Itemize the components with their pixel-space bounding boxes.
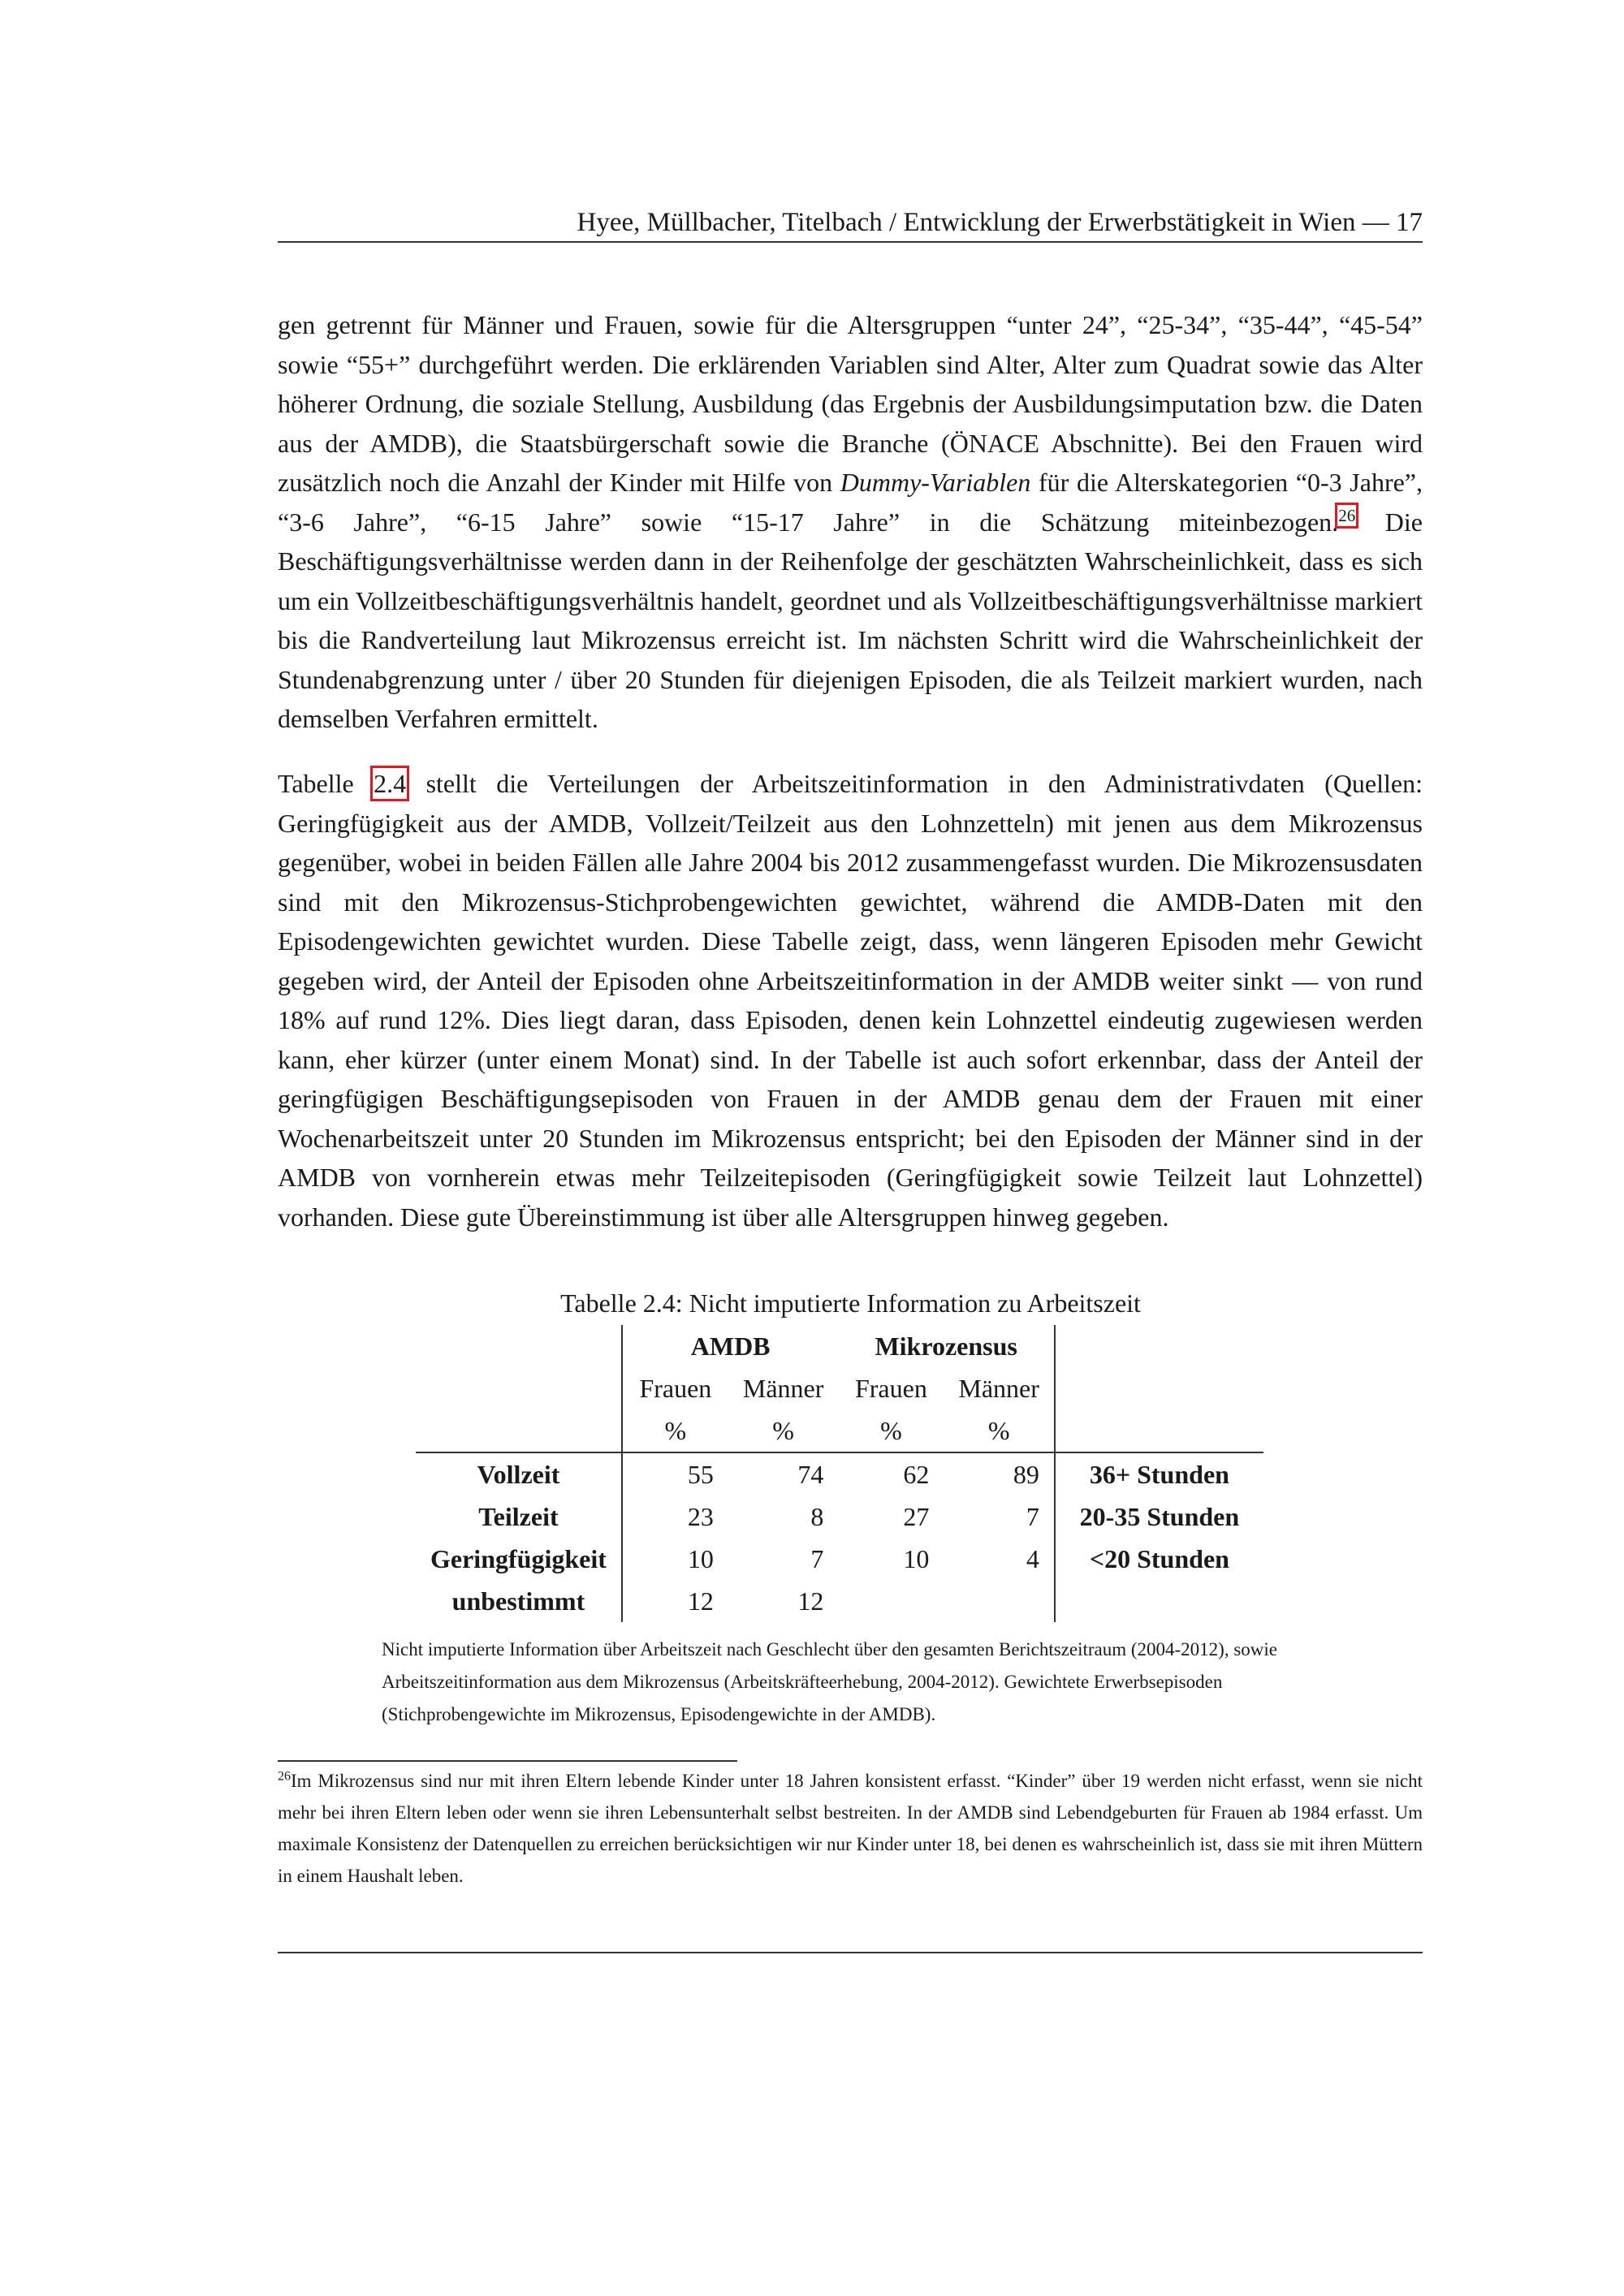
row-label: Geringfügigkeit — [416, 1538, 622, 1580]
table-note: Nicht imputierte Information über Arbeitszeit nach Geschlecht über den gesamten Berichtszeitraum (2004-2012), sowie Arbeitszeitinformation aus dem Mikrozensus (Arbeitskräfteerhebung, 2004-2012). Gewichtete Erwerbsepisoden (Stichprobengewichte im Mikrozensus, Episodengewichte in der AMDB). — [382, 1639, 1278, 1724]
table-group-header-row — [416, 1325, 1263, 1367]
table-ref-link[interactable]: 2.4 — [374, 769, 407, 798]
hours-label — [1055, 1580, 1263, 1622]
hours-label: 36+ Stunden — [1055, 1452, 1263, 1495]
value-cell: 7 — [810, 1543, 824, 1573]
row-label: unbestimmt — [416, 1580, 622, 1622]
hours-label: <20 Stunden — [1055, 1538, 1263, 1580]
group-header-mikrozensus: Mikrozensus — [875, 1331, 1017, 1361]
value-cell: 10 — [903, 1543, 930, 1573]
value-cell: 7 — [1026, 1501, 1039, 1531]
table-caption: Tabelle 2.4: Nicht imputierte Information zu Arbeitszeit — [560, 1288, 1141, 1318]
table-blank-cell — [416, 1409, 622, 1452]
value-cell: 55 — [622, 1452, 728, 1495]
header-rule — [278, 241, 1423, 243]
value-cell: 8 — [810, 1501, 824, 1531]
value-cell: 74 — [728, 1452, 839, 1495]
value-cell — [944, 1580, 1055, 1622]
arbeitszeit-table — [416, 1325, 1263, 1622]
paragraph-1-text-c: Die Beschäftigungsverhältnisse werden dann in der Reihenfolge der geschätzten Wahrscheinlichkeit, dass es sich um ein Vollzeitbeschäftigungsverhältnis handelt, geordnet und als Vollzeitbeschäftigungsverhältnisse markiert bis die Randverteilung laut Mikrozensus erreicht ist. Im nächsten Schritt wird die Wahrscheinlichkeit der Stundenabgrenzung unter / über 20 Stunden für diejenigen Episoden, die als Teilzeit markiert wurden, nach demselben Verfahren ermittelt. — [278, 507, 1423, 733]
unit-cell: % — [987, 1415, 1010, 1445]
value-cell: 12 — [797, 1586, 824, 1616]
paragraph-1 — [278, 305, 1423, 739]
unit-cell: % — [664, 1415, 687, 1445]
value-cell: 23 — [687, 1501, 714, 1531]
subheader-amdb-maenner: Männer — [742, 1373, 824, 1403]
value-cell: 12 — [687, 1586, 714, 1616]
value-cell: 4 — [1026, 1543, 1039, 1573]
table-row — [416, 1538, 1263, 1580]
footer-rule — [278, 1952, 1423, 1953]
paragraph-1-text-a: gen getrennt für Männer und Frauen, sowie für die Altersgruppen “unter 24”, “25-34”, “35-44”, “45-54” sowie “55+” durchgeführt werden. Die erklärenden Variablen sind Alter, Alter zum Quadrat sowie das Alter höherer Ordnung, die soziale Stellung, Ausbildung (das Ergebnis der Ausbildungsimputation bzw. die Daten aus der AMDB), die Staatsbürgerschaft sowie die Branche (ÖNACE Abschnitte). Bei den Frauen wird zusätzlich noch die Anzahl der Kinder mit Hilfe von — [278, 310, 1423, 497]
paragraph-2-text-b: stellt die Verteilungen der Arbeitszeitinformation in den Administrativdaten (Quellen: Geringfügigkeit aus der AMDB, Vollzeit/Teilzeit aus den Lohnzetteln) mit jenen aus dem Mikrozensus gegenüber, wobei in beiden Fällen alle Jahre 2004 bis 2012 zusammengefasst wurden. Die Mikrozensusdaten sind mit den Mikrozensus-Stichprobengewichten gewichtet, während die AMDB-Daten mit den Episodengewichten gewichtet wurden. Diese Tabelle zeigt, dass, wenn längeren Episoden mehr Gewicht gegeben wird, der Anteil der Episoden ohne Arbeitszeitinformation in der AMDB weiter sinkt — von rund 18% auf rund 12%. Dies liegt daran, dass Episoden, denen kein Lohnzettel eindeutig zugewiesen werden kann, eher kürzer (unter einem Monat) sind. In der Tabelle ist auch sofort erkennbar, dass der Anteil der geringfügigen Beschäftigungsepisoden von Frauen in der AMDB genau dem der Frauen mit einer Wochenarbeitszeit unter 20 Stunden im Mikrozensus entspricht; bei den Episoden der Männer sind in der AMDB von vornherein etwas mehr Teilzeitepisoden (Geringfügigkeit sowie Teilzeit laut Lohnzettel) vorhanden. Diese gute Übereinstimmung ist über alle Altersgruppen hinweg gegeben. — [278, 769, 1423, 1232]
paragraph-2-text-a: Tabelle — [278, 769, 374, 798]
group-header-amdb: AMDB — [690, 1331, 771, 1361]
paragraph-1-text-b: für die Alterskategorien “0-3 Jahre”, “3-6 Jahre”, “6-15 Jahre” sowie “15-17 Jahre” in die Schätzung miteinbezogen. — [278, 468, 1423, 537]
value-cell: 10 — [687, 1543, 714, 1573]
subheader-mz-frauen: Frauen — [854, 1373, 927, 1403]
unit-cell: % — [880, 1415, 902, 1445]
running-header: Hyee, Müllbacher, Titelbach / Entwicklung der Erwerbstätigkeit in Wien — 17 — [577, 208, 1423, 237]
table-blank-cell — [1055, 1409, 1263, 1452]
table-corner-cell — [416, 1325, 622, 1367]
table-row — [416, 1452, 1263, 1495]
table-row — [416, 1495, 1263, 1538]
footnote-26 — [278, 1765, 1423, 1892]
table-unit-row — [416, 1409, 1263, 1452]
row-label: Vollzeit — [416, 1452, 622, 1495]
table-subheader-row — [416, 1367, 1263, 1409]
footnote-rule — [278, 1760, 737, 1762]
value-cell — [838, 1580, 944, 1622]
footnote-mark: 26 — [278, 1769, 291, 1784]
table-blank-cell — [416, 1367, 622, 1409]
paragraph-2 — [278, 764, 1423, 1236]
table-blank-cell — [1055, 1367, 1263, 1409]
footnote-text: Im Mikrozensus sind nur mit ihren Eltern lebende Kinder unter 18 Jahren konsistent erfasst. “Kinder” über 19 werden nicht erfasst, wenn sie nicht mehr bei ihren Eltern leben oder wenn sie ihren Lebensunterhalt selbst bestreiten. In der AMDB sind Lebendgeburten für Frauen ab 1984 erfasst. Um maximale Konsistenz der Datenquellen zu erreichen berücksichtigen wir nur Kinder unter 18, bei denen es wahrscheinlich ist, dass sie mit ihren Müttern in einem Haushalt leben. — [278, 1771, 1423, 1886]
value-cell: 27 — [903, 1501, 930, 1531]
row-label: Teilzeit — [416, 1495, 622, 1538]
subheader-mz-maenner: Männer — [958, 1373, 1039, 1403]
dummy-variablen-emphasis: Dummy-Variablen — [840, 468, 1031, 497]
value-cell: 62 — [838, 1452, 944, 1495]
table-row — [416, 1580, 1263, 1622]
value-cell: 89 — [944, 1452, 1055, 1495]
footnote-ref-link[interactable]: 26 — [1338, 505, 1356, 525]
table-blank-cell — [1055, 1325, 1263, 1367]
subheader-amdb-frauen: Frauen — [639, 1373, 712, 1403]
hours-label: 20-35 Stunden — [1055, 1495, 1263, 1538]
unit-cell: % — [772, 1415, 794, 1445]
